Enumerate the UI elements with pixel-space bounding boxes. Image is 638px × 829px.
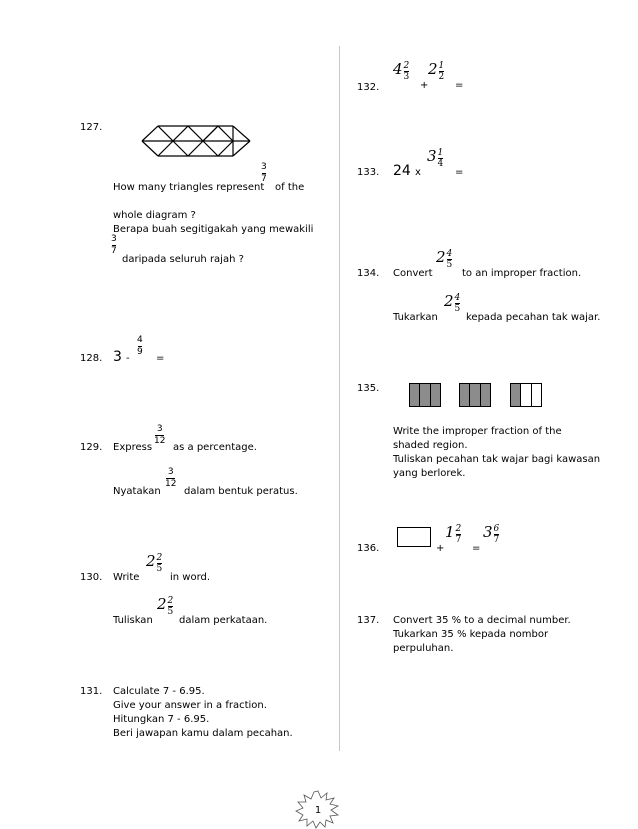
- q127-text-en-a: How many triangles represent: [113, 182, 265, 193]
- q132-whole-2: 2: [428, 60, 438, 78]
- q130-text-ms-b: dalam perkataan.: [179, 615, 268, 626]
- q133-operator: x: [415, 167, 421, 178]
- q127-text-en-b: of the: [275, 182, 305, 193]
- q128-fraction: [137, 335, 143, 358]
- q136-equals: =: [472, 543, 481, 554]
- q134-whole: 2: [436, 248, 446, 266]
- q129-text-ms-b: dalam bentuk peratus.: [184, 486, 298, 497]
- q127-fraction-denominator: 7: [261, 174, 267, 184]
- question-number-131: 131.: [80, 686, 103, 697]
- q132-numerator-2: 1: [438, 61, 445, 71]
- q134-mixed-number: [436, 248, 452, 270]
- q127-ms-fraction-denominator: 7: [111, 246, 117, 256]
- q132-denominator-2: 2: [438, 72, 445, 82]
- q129-text-ms-a: Nyatakan: [113, 486, 161, 497]
- question-number-132: 132.: [357, 82, 380, 93]
- answer-box[interactable]: [397, 527, 431, 547]
- shaded-part: [419, 384, 429, 406]
- q131-line-1: Calculate 7 - 6.95.: [113, 686, 205, 697]
- q130-denominator: 5: [156, 564, 163, 574]
- q127-fraction: [261, 162, 267, 185]
- q134-denominator: 5: [446, 260, 453, 270]
- shaded-part: [511, 384, 520, 406]
- q132-whole-1: 4: [393, 60, 403, 78]
- q128-fraction-numerator: 4: [137, 335, 143, 345]
- q132-denominator-1: 3: [403, 72, 410, 82]
- q129-fraction-denominator: 12: [154, 436, 166, 446]
- q136-whole-2: 3: [483, 523, 493, 541]
- q129-text-en-a: Express: [113, 442, 153, 453]
- q127-ms-fraction: [111, 234, 117, 257]
- q130-text-ms-a: Tuliskan: [113, 615, 153, 626]
- shaded-part: [460, 384, 469, 406]
- q135-line-2: shaded region.: [393, 440, 468, 451]
- q134-ms-whole: 2: [444, 292, 454, 310]
- q132-operator: +: [420, 80, 429, 91]
- q135-line-3: Tuliskan pecahan tak wajar bagi kawasan: [393, 454, 601, 465]
- q134-numerator: 4: [446, 249, 453, 259]
- q129-fraction: [154, 424, 165, 447]
- shaded-part: [430, 384, 440, 406]
- question-number-133: 133.: [357, 167, 380, 178]
- q134-text-en-a: Convert: [393, 268, 433, 279]
- q132-numerator-1: 2: [403, 61, 410, 71]
- q137-line-1: Convert 35 % to a decimal number.: [393, 615, 571, 626]
- q133-denominator: 4: [437, 159, 444, 169]
- q130-ms-whole: 2: [157, 595, 167, 613]
- page-number: 1: [314, 805, 322, 816]
- q129-ms-fraction-denominator: 12: [165, 479, 177, 489]
- question-number-134: 134.: [357, 268, 380, 279]
- q136-denominator-2: 7: [493, 535, 500, 545]
- q136-numerator-1: 2: [455, 524, 462, 534]
- q127-text-ms-a: Berapa buah segitigakah yang mewakili: [113, 224, 314, 235]
- q134-ms-denominator: 5: [454, 304, 461, 314]
- q128-whole: 3: [113, 349, 122, 365]
- q129-fraction-numerator: 3: [156, 424, 163, 434]
- q129-ms-fraction-numerator: 3: [167, 467, 174, 477]
- q130-whole: 2: [146, 552, 156, 570]
- q133-numerator: 1: [437, 148, 444, 158]
- q136-mixed-number-1: [445, 523, 461, 545]
- q128-equals: =: [156, 353, 165, 364]
- question-number-135: 135.: [357, 383, 380, 394]
- shaded-part: [480, 384, 490, 406]
- triangle-diagram: [140, 124, 252, 158]
- shaded-part: [469, 384, 479, 406]
- question-number-137: 137.: [357, 615, 380, 626]
- q131-line-2: Give your answer in a fraction.: [113, 700, 267, 711]
- q128-operator: -: [126, 353, 130, 364]
- shaded-part: [410, 384, 419, 406]
- q134-ms-mixed-number: [444, 292, 460, 314]
- q136-numerator-2: 6: [493, 524, 500, 534]
- q132-mixed-number-1: [393, 60, 409, 82]
- q134-text-ms-b: kepada pecahan tak wajar.: [466, 312, 601, 323]
- q134-text-en-b: to an improper fraction.: [462, 268, 582, 279]
- q137-line-3: perpuluhan.: [393, 643, 454, 654]
- q130-numerator: 2: [156, 553, 163, 563]
- unshaded-part: [520, 384, 530, 406]
- q135-line-4: yang berlorek.: [393, 468, 466, 479]
- q135-line-1: Write the improper fraction of the: [393, 426, 562, 437]
- q133-whole: 24: [393, 163, 411, 179]
- unshaded-part: [531, 384, 541, 406]
- q129-ms-fraction: [165, 467, 176, 490]
- fraction-bar-model: [409, 383, 441, 407]
- fraction-bar-model: [510, 383, 542, 407]
- q133-mixed-whole: 3: [427, 147, 437, 165]
- q134-ms-numerator: 4: [454, 293, 461, 303]
- q133-mixed-number: [427, 147, 443, 169]
- fraction-bar-model: [459, 383, 491, 407]
- column-divider: [339, 46, 340, 751]
- q129-text-en-b: as a percentage.: [173, 442, 257, 453]
- q130-ms-numerator: 2: [167, 596, 174, 606]
- q136-mixed-number-2: [483, 523, 499, 545]
- q127-text-ms-b: daripada seluruh rajah ?: [122, 254, 244, 265]
- q133-equals: =: [455, 167, 464, 178]
- q136-denominator-1: 7: [455, 535, 462, 545]
- q130-mixed-number: [146, 552, 162, 574]
- question-number-127: 127.: [80, 122, 103, 133]
- q130-ms-mixed-number: [157, 595, 173, 617]
- q131-line-3: Hitungkan 7 - 6.95.: [113, 714, 210, 725]
- q136-whole-1: 1: [445, 523, 455, 541]
- question-number-128: 128.: [80, 353, 103, 364]
- q132-equals: =: [455, 80, 464, 91]
- q137-line-2: Tukarkan 35 % kepada nombor: [393, 629, 549, 640]
- question-number-130: 130.: [80, 572, 103, 583]
- q130-text-en-a: Write: [113, 572, 140, 583]
- q136-operator: +: [436, 543, 445, 554]
- q127-ms-fraction-numerator: 3: [111, 234, 117, 244]
- q134-text-ms-a: Tukarkan: [393, 312, 438, 323]
- q127-text-en-c: whole diagram ?: [113, 210, 196, 221]
- q127-fraction-numerator: 3: [261, 162, 267, 172]
- q130-ms-denominator: 5: [167, 607, 174, 617]
- question-number-136: 136.: [357, 543, 380, 554]
- question-number-129: 129.: [80, 442, 103, 453]
- q128-fraction-denominator: 9: [137, 347, 143, 357]
- page-number-badge: [294, 789, 342, 829]
- q131-line-4: Beri jawapan kamu dalam pecahan.: [113, 728, 293, 739]
- q130-text-en-b: in word.: [170, 572, 211, 583]
- q132-mixed-number-2: [428, 60, 444, 82]
